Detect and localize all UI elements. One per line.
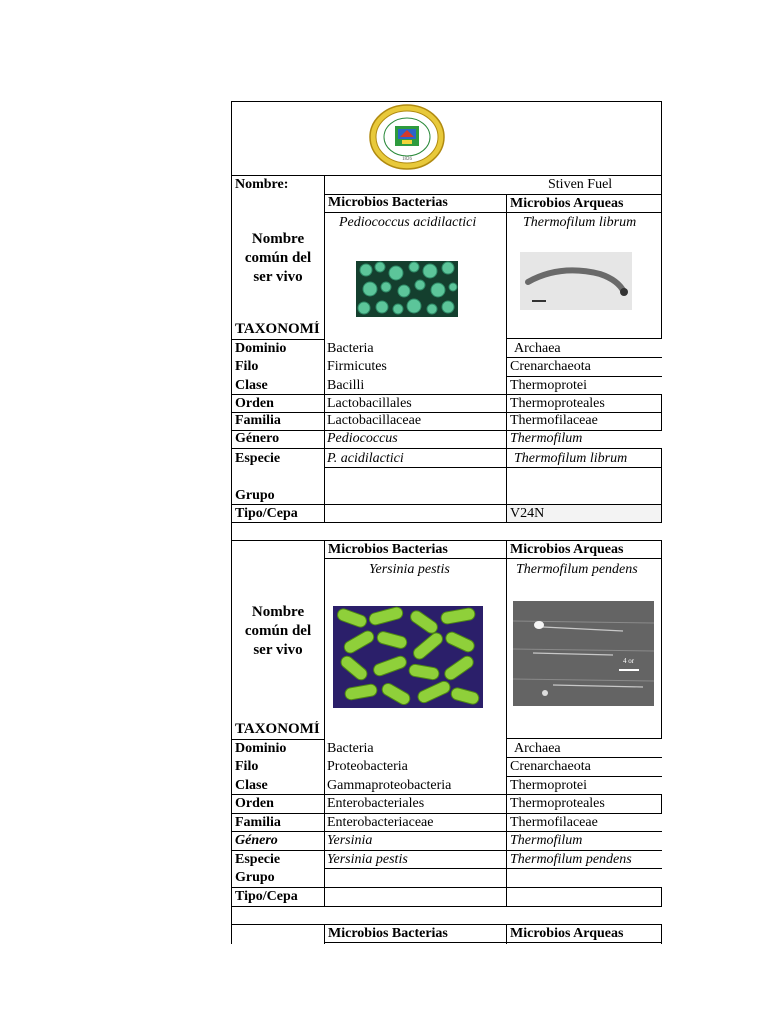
nombre-value: Stiven Fuel (548, 177, 613, 192)
s1-especie-bacteria: P. acidilactici (327, 451, 404, 466)
s1-image-row-bottom (506, 338, 662, 339)
s1-familia-arqueas: Thermofilaceae (510, 413, 598, 428)
s3-col2-divider (506, 924, 507, 944)
s1-genero-label: Género (235, 431, 280, 446)
s2-right-border-img (661, 540, 662, 739)
s2-taxonomy-bottom (231, 739, 325, 740)
pediococcus-image (356, 261, 458, 317)
s3-right-border (661, 924, 662, 944)
s1-row-line (324, 467, 662, 468)
table-right-border-header (661, 101, 662, 176)
s1-bacteria-species: Pediococcus acidilactici (339, 215, 477, 230)
s2-row-line (506, 776, 662, 777)
s2-tipo-label: Tipo/Cepa (235, 889, 298, 904)
s1-genero-bacteria: Pediococcus (327, 431, 398, 446)
s2-bacteria-title: Microbios Bacterias (328, 542, 448, 557)
s1-arqueas-species: Thermofilum librum (523, 215, 637, 230)
s2-bottom-border (231, 906, 662, 907)
svg-text:1826: 1826 (402, 157, 412, 162)
s2-clase-bacteria: Gammaproteobacteria (327, 778, 452, 793)
s2-orden-bacteria: Enterobacteriales (327, 796, 425, 811)
s1-right-border-especie (661, 448, 662, 504)
s2-col2-divider (506, 540, 507, 907)
s2-filo-arqueas: Crenarchaeota (510, 759, 591, 774)
s1-taxonomy-label: TAXONOMÍ (235, 321, 320, 337)
s1-especie-arqueas: Thermofilum librum (514, 451, 628, 466)
s1-clase-label: Clase (235, 378, 268, 393)
s1-clase-arqueas: Thermoprotei (510, 378, 587, 393)
s2-top-border (231, 540, 662, 541)
s2-common-name-line3: ser vivo (253, 642, 303, 658)
s2-clase-label: Clase (235, 778, 268, 793)
s3-top-border (231, 924, 662, 925)
s1-filo-arqueas: Crenarchaeota (510, 359, 591, 374)
s2-row-line (324, 868, 662, 869)
table-top-border (231, 101, 662, 102)
s1-common-name-label (232, 230, 324, 287)
s1-grupo-label: Grupo (235, 488, 275, 503)
s1-row-line (231, 448, 662, 449)
s1-row-line (506, 357, 662, 358)
s2-row-line (231, 813, 662, 814)
s1-common-name-line2: común del (244, 250, 312, 266)
s1-clase-bacteria: Bacilli (327, 378, 365, 393)
s1-arqueas-title: Microbios Arqueas (510, 196, 624, 211)
s1-dominio-label: Dominio (235, 341, 287, 356)
s3-bacteria-title: Microbios Bacterias (328, 926, 448, 941)
s2-common-name-line1: Nombre (251, 604, 305, 620)
s2-orden-arqueas: Thermoproteales (510, 796, 605, 811)
s2-image-row-bottom (506, 738, 662, 739)
s2-common-name-label (232, 603, 324, 660)
s2-orden-label: Orden (235, 796, 274, 811)
s2-grupo-label: Grupo (235, 870, 275, 885)
s2-arqueas-species: Thermofilum pendens (516, 562, 638, 577)
s2-genero-label: Género (235, 833, 278, 848)
s2-title-bottom (324, 558, 662, 559)
s1-dominio-bacteria: Bacteria (327, 341, 374, 356)
s2-dominio-arqueas: Archaea (514, 741, 561, 756)
s1-orden-arqueas: Thermoproteales (510, 396, 605, 411)
s1-familia-label: Familia (235, 413, 281, 428)
s1-col2-divider (506, 194, 507, 522)
s1-common-name-line3: ser vivo (253, 269, 303, 285)
header-bottom-border (231, 175, 662, 176)
thermofilum-pendens-image (513, 601, 654, 706)
s2-right-border-orden (661, 794, 662, 813)
s2-especie-bacteria: Yersinia pestis (327, 852, 408, 867)
s2-row-line (231, 831, 662, 832)
s1-tipo-arqueas: V24N (510, 506, 545, 521)
s1-common-name-line1: Nombre (251, 231, 305, 247)
s2-especie-label: Especie (235, 852, 281, 867)
nombre-right-border (661, 175, 662, 195)
nombre-divider (324, 175, 325, 195)
s2-taxonomy-label: TAXONOMÍ (235, 721, 320, 737)
s2-filo-bacteria: Proteobacteria (327, 759, 408, 774)
s2-especie-arqueas: Thermofilum pendens (510, 852, 632, 867)
s2-dominio-label: Dominio (235, 741, 287, 756)
s1-right-border-img (661, 194, 662, 339)
s2-bacteria-species: Yersinia pestis (369, 562, 450, 577)
s1-orden-label: Orden (235, 396, 274, 411)
university-seal-logo (369, 104, 445, 170)
s2-familia-label: Familia (235, 815, 281, 830)
s2-familia-bacteria: Enterobacteriaceae (327, 815, 434, 830)
s1-genero-arqueas: Thermofilum (510, 431, 583, 446)
s2-filo-label: Filo (235, 759, 259, 774)
s2-dominio-bacteria: Bacteria (327, 741, 374, 756)
s2-right-border-tipo (661, 887, 662, 907)
s2-arqueas-title: Microbios Arqueas (510, 542, 624, 557)
s1-title-bottom (324, 212, 662, 213)
s2-row-line (231, 887, 662, 888)
s1-familia-bacteria: Lactobacillaceae (327, 413, 422, 428)
s2-genero-bacteria: Yersinia (327, 833, 373, 848)
svg-text:4 or: 4 or (623, 657, 635, 665)
s1-filo-label: Filo (235, 359, 259, 374)
s1-bacteria-title: Microbios Bacterias (328, 195, 448, 210)
s3-arqueas-title: Microbios Arqueas (510, 926, 624, 941)
s1-right-border-familia (661, 394, 662, 430)
s2-row-line (231, 850, 662, 851)
s1-row-line (231, 430, 662, 431)
s1-row-line (506, 376, 662, 377)
s1-filo-bacteria: Firmicutes (327, 359, 387, 374)
s2-genero-arqueas: Thermofilum (510, 833, 583, 848)
s2-clase-arqueas: Thermoprotei (510, 778, 587, 793)
s1-right-border-tipo (661, 504, 662, 522)
s2-col1-divider (324, 540, 325, 907)
s1-col1-divider (324, 194, 325, 522)
nombre-label: Nombre: (235, 177, 289, 192)
s1-row-line (231, 394, 662, 395)
s2-familia-arqueas: Thermofilaceae (510, 815, 598, 830)
s3-col1-divider (324, 924, 325, 944)
s3-title-bottom (324, 942, 662, 943)
thermofilum-librum-image (520, 252, 632, 310)
s1-taxonomy-bottom (231, 339, 325, 340)
s1-orden-bacteria: Lactobacillales (327, 396, 412, 411)
yersinia-pestis-image (333, 606, 483, 708)
s1-bottom-border (231, 522, 662, 523)
s1-tipo-label: Tipo/Cepa (235, 506, 298, 521)
s2-common-name-line2: común del (244, 623, 312, 639)
s2-row-line (506, 757, 662, 758)
s1-dominio-arqueas: Archaea (514, 341, 561, 356)
s1-especie-label: Especie (235, 451, 281, 466)
s2-row-line (231, 794, 662, 795)
